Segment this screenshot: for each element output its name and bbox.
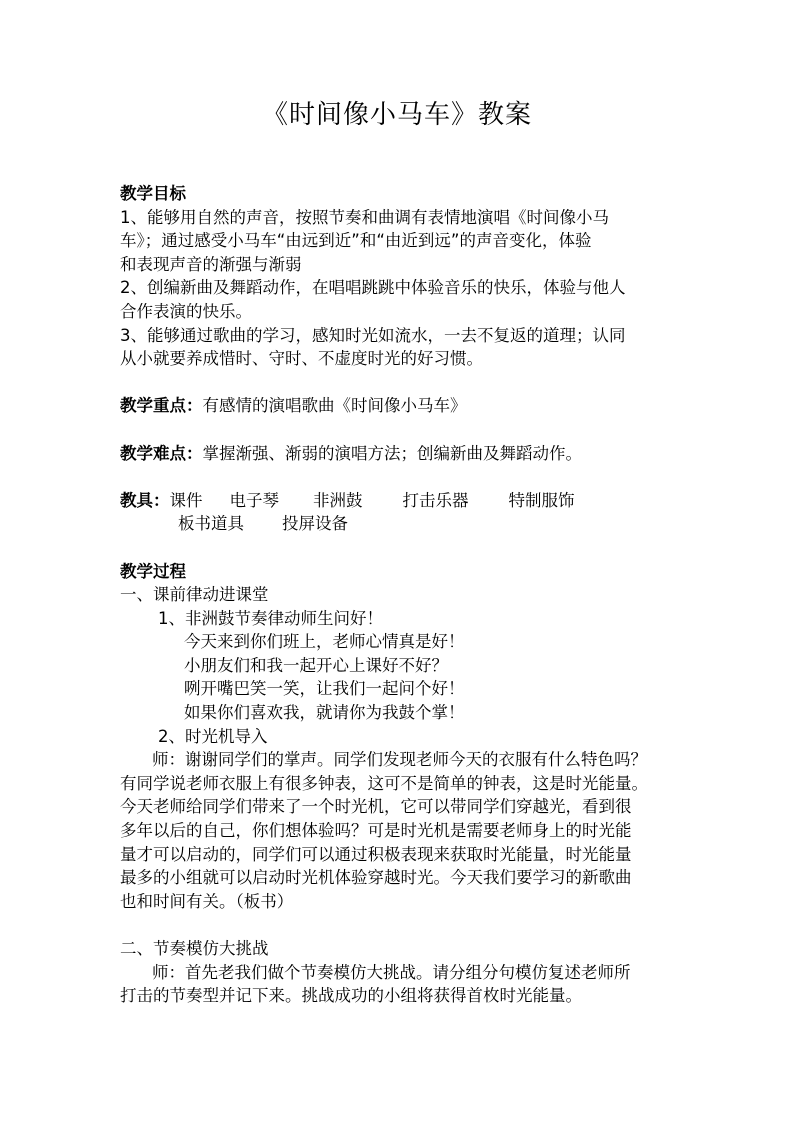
- tools-row-2: [120, 512, 704, 536]
- chant-line: 小朋友们和我一起开心上课好不好？: [184, 655, 448, 675]
- tool-item: 投屏设备: [282, 514, 348, 534]
- process-heading: 教学过程: [120, 561, 186, 581]
- tools-row-1: [120, 489, 704, 513]
- objectives-heading: 教学目标: [120, 184, 186, 203]
- difficult-point-text: 掌握渐强、渐弱的演唱方法；创编新曲及舞蹈动作。: [202, 443, 582, 463]
- paragraph-line: 最多的小组就可以启动时光机体验穿越时光。今天我们要学习的新歌曲: [120, 868, 632, 888]
- paragraph-line: 也和时间有关。（板书）: [120, 891, 294, 911]
- paragraph-line: 量才可以启动的，同学们可以通过积极表现来获取时光能量，时光能量: [120, 844, 632, 864]
- paragraph-line: 师：首先老我们做个节奏模仿大挑战。请分组分句模仿复述老师所: [152, 962, 631, 982]
- spacer: [120, 371, 704, 395]
- section-title: 二、节奏模仿大挑战: [120, 939, 269, 958]
- objective-line: 合作表演的快乐。: [120, 301, 252, 321]
- objective-line: 和表现声音的渐强与渐弱: [120, 254, 302, 274]
- tools-label: 教具：: [120, 490, 170, 510]
- section-item: 1、非洲鼓节奏律动师生问好！: [158, 608, 383, 628]
- section-item: 2、时光机导入: [158, 726, 268, 746]
- tool-item: 特制服饰: [508, 490, 575, 510]
- key-point-text: 有感情的演唱歌曲《时间像小马车》: [202, 396, 467, 416]
- spacer: [120, 536, 704, 560]
- paragraph-line: 多年以后的自己，你们想体验吗？可是时光机是需要老师身上的时光能: [120, 821, 632, 841]
- objective-line: 2、创编新曲及舞蹈动作，在唱唱跳跳中体验音乐的快乐，体验与他人: [120, 278, 626, 298]
- tool-item: 打击乐器: [402, 490, 469, 510]
- spacer: [120, 418, 704, 442]
- paragraph-line: 今天老师给同学们带来了一个时光机，它可以带同学们穿越光，看到很: [120, 797, 632, 817]
- objective-line: 3、能够通过歌曲的学习，感知时光如流水，一去不复返的道理；认同: [120, 325, 626, 345]
- key-point: [120, 394, 704, 418]
- difficult-point-label: 教学难点：: [120, 443, 203, 463]
- paragraph-line: 有同学说老师衣服上有很多钟表，这可不是简单的钟表，这是时光能量。: [120, 773, 648, 793]
- key-point-label: 教学重点：: [120, 396, 203, 416]
- spacer: [120, 913, 704, 937]
- spacer: [120, 465, 704, 489]
- objective-line: 车》；通过感受小马车“由远到近”和“由近到远”的声音变化，体验: [120, 231, 592, 251]
- chant-line: 如果你们喜欢我，就请你为我鼓个掌！: [184, 703, 465, 723]
- difficult-point: [120, 442, 704, 466]
- tool-item: 电子琴: [229, 490, 279, 510]
- tool-item: 板书道具: [178, 514, 244, 534]
- chant-line: 今天来到你们班上，老师心情真是好！: [184, 632, 465, 652]
- objective-line: 从小就要养成惜时、守时、不虚度时光的好习惯。: [120, 349, 483, 369]
- chant-line: 咧开嘴巴笑一笑，让我们一起问个好！: [184, 679, 465, 699]
- tool-item: 非洲鼓: [313, 490, 363, 510]
- paragraph-line: 打击的节奏型并记下来。挑战成功的小组将获得首枚时光能量。: [120, 986, 582, 1006]
- document-body: [120, 182, 704, 1008]
- paragraph-line: 师：谢谢同学们的掌声。同学们发现老师今天的衣服有什么特色吗？: [152, 750, 647, 770]
- document-title: 《时间像小马车》教案: [261, 100, 532, 130]
- tool-item: 课件: [169, 490, 203, 510]
- section-title: 一、课前律动进课堂: [120, 585, 269, 605]
- objective-line: 1、能够用自然的声音，按照节奏和曲调有表情地演唱《时间像小马: [120, 207, 609, 227]
